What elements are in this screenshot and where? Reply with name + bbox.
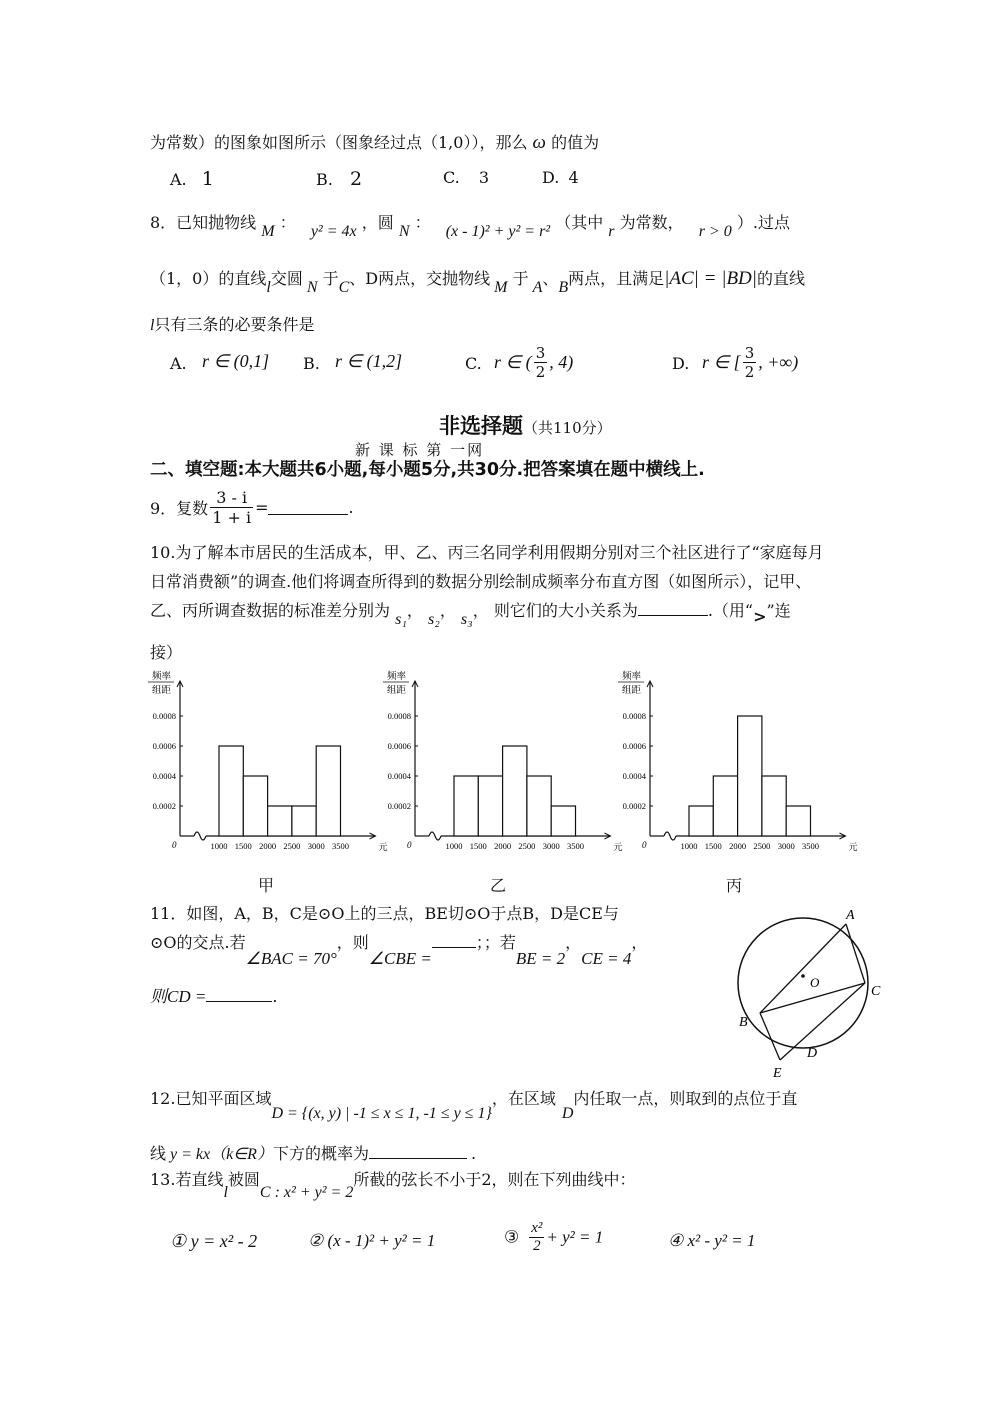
hist-title-bing: 丙: [726, 876, 743, 895]
q12-answer-blank[interactable]: [369, 1144, 467, 1159]
circle-o: [738, 918, 868, 1048]
x-unit-label: 元: [613, 842, 623, 852]
origin-label: 0: [172, 840, 177, 850]
x-tick-label: 1500: [704, 841, 722, 851]
ylabel-top: 频率: [387, 672, 407, 682]
q10-line2: 日常消费额”的调查.他们将调查所得到的数据分别绘制成频率分布直方图（如图所示），记甲、: [150, 572, 812, 591]
q7-option-a: A. 1: [170, 168, 214, 190]
q11-angle-blank[interactable]: [432, 933, 476, 948]
y-tick-label: 0.0002: [152, 801, 176, 811]
y-tick-label: 0.0008: [622, 711, 646, 721]
q12-line2: 线 y = kx（k∈R）下方的概率为 .: [150, 1144, 477, 1163]
y-tick-label: 0.0008: [152, 711, 176, 721]
histogram-bar: [316, 746, 340, 836]
histogram-bar: [243, 776, 267, 836]
q9-answer-blank[interactable]: [268, 500, 348, 515]
q10-line1: 10.为了解本市居民的生活成本，甲、乙、丙三名同学利用假期分别对三个社区进行了“家庭每月: [150, 543, 824, 562]
x-tick-label: 1500: [234, 841, 252, 851]
q11-line2: ⊙O的交点.若∠BAC = 70°，则∠CBE =；；若BE = 2，CE = 4，: [150, 933, 648, 968]
ylabel-bottom: 组距: [622, 686, 642, 696]
histogram-bar: [551, 806, 575, 836]
section-title: 非选择题: [439, 413, 523, 438]
histogram-bar: [219, 746, 243, 836]
part2-heading: 二、填空题:本大题共6小题,每小题5分,共30分.把答案填在题中横线上.: [150, 460, 705, 480]
x-tick-label: 1000: [210, 841, 228, 851]
ylabel-bottom: 组距: [152, 686, 172, 696]
section-points: （共110分）: [523, 419, 612, 437]
watermark-text: 新 课 标 第 一网: [355, 441, 485, 459]
q9: 9．复数 $\frac{3 - i}{1 + i}$ = .: [150, 488, 354, 527]
x-tick-label: 2500: [753, 841, 771, 851]
q7-option-c: C. 3: [443, 168, 490, 187]
x-tick-label: 1500: [469, 841, 487, 851]
x-tick-label: 1000: [445, 841, 463, 851]
q7-stem: 为常数）的图象如图所示（图象经过点（1,0）），那么 ω 的值为: [150, 132, 600, 153]
q8-line2: （1，0）的直线l交圆 N 于C、D两点，交抛物线 M 于 A、B两点，且满足|AC| = |BD|的直线: [150, 268, 806, 296]
x-tick-label: 2000: [259, 841, 277, 851]
histogram-jia: [148, 670, 388, 852]
label-a: A: [846, 908, 855, 923]
histogram-bar: [527, 776, 551, 836]
q13-option-4: ④ x² - y² = 1: [668, 1231, 756, 1250]
hist-title-yi: 乙: [490, 876, 507, 895]
hist-title-jia: 甲: [258, 876, 275, 895]
q10-line4: 接）: [150, 643, 183, 662]
q13-stem: 13.若直线l被圆C : x² + y² = 2所截的弦长不小于2，则在下列曲线中：: [150, 1170, 636, 1201]
x-tick-label: 2500: [518, 841, 536, 851]
label-e: E: [773, 1066, 782, 1081]
section-heading: [439, 410, 612, 440]
histogram-bar: [478, 776, 502, 836]
y-tick-label: 0.0004: [152, 771, 176, 781]
y-tick-label: 0.0006: [387, 741, 411, 751]
x-tick-label: 3000: [307, 841, 325, 851]
y-tick-label: 0.0002: [387, 801, 411, 811]
q7-option-b: B. 2: [316, 168, 363, 190]
label-c: C: [871, 984, 881, 999]
label-b: B: [739, 1015, 748, 1030]
label-o: O: [810, 975, 820, 990]
q13-option-1: ① y = x² - 2: [170, 1231, 258, 1251]
ylabel-top: 频率: [152, 672, 172, 682]
histogram-bar: [292, 806, 316, 836]
histogram-bar: [689, 806, 713, 836]
x-tick-label: 3000: [542, 841, 560, 851]
histogram-bar: [454, 776, 478, 836]
y-tick-label: 0.0006: [152, 741, 176, 751]
q11-cd-blank[interactable]: [206, 987, 272, 1002]
q8-line1: 8．已知抛物线 M ： y² = 4x ，圆 N ： (x - 1)² + y² = r² （其中 r 为常数， r > 0 ）.过点: [150, 213, 790, 240]
q13-option-3: ③ $\frac{\text{x²}}{2}$ + y² = 1: [504, 1220, 604, 1254]
y-tick-label: 0.0006: [622, 741, 646, 751]
x-tick-label: 2000: [494, 841, 512, 851]
x-tick-label: 2000: [729, 841, 747, 851]
histogram-bar: [762, 776, 786, 836]
q10-line3: 乙、丙所调查数据的标准差分别为 s₁， s₂， s₃， 则它们的大小关系为 .（用“>”连: [150, 601, 791, 628]
y-tick-label: 0.0004: [387, 771, 411, 781]
label-d: D: [807, 1046, 818, 1061]
x-tick-label: 3500: [332, 841, 349, 851]
y-tick-label: 0.0008: [387, 711, 411, 721]
histogram-yi: [383, 670, 623, 852]
x-unit-label: 元: [378, 842, 388, 852]
q8-line3: l只有三条的必要条件是: [150, 315, 315, 334]
histogram-bar: [713, 776, 737, 836]
q7-option-d: D. 4: [542, 168, 579, 187]
y-tick-label: 0.0002: [622, 801, 646, 811]
x-tick-label: 2500: [283, 841, 301, 851]
omega-symbol: ω: [532, 132, 546, 153]
circle-figure: [725, 905, 900, 1085]
x-tick-label: 3500: [567, 841, 584, 851]
origin-label: 0: [407, 840, 412, 850]
x-tick-label: 1000: [680, 841, 698, 851]
q10-answer-blank[interactable]: [638, 601, 708, 616]
histogram-bar: [738, 716, 762, 836]
q11-line1: 11．如图，A，B，C是⊙O上的三点，BE切⊙O于点B，D是CE与: [150, 904, 619, 923]
ylabel-bottom: 组距: [387, 686, 407, 696]
x-tick-label: 3000: [777, 841, 795, 851]
q12-line1: 12.已知平面区域D = {(x, y) | -1 ≤ x ≤ 1, -1 ≤ y ≤ 1}，在区域D内任取一点，则取到的点位于直: [150, 1089, 798, 1122]
histogram-bar: [786, 806, 810, 836]
histogram-bing: [618, 670, 858, 852]
histogram-bar: [503, 746, 527, 836]
ylabel-top: 频率: [622, 672, 642, 682]
y-tick-label: 0.0004: [622, 771, 646, 781]
q13-option-2: ② (x - 1)² + y² = 1: [308, 1231, 436, 1250]
origin-label: 0: [642, 840, 647, 850]
histograms: [140, 665, 860, 860]
q11-line3: 则CD = .: [150, 987, 278, 1006]
histogram-bar: [268, 806, 292, 836]
x-tick-label: 3500: [802, 841, 819, 851]
x-unit-label: 元: [848, 842, 858, 852]
